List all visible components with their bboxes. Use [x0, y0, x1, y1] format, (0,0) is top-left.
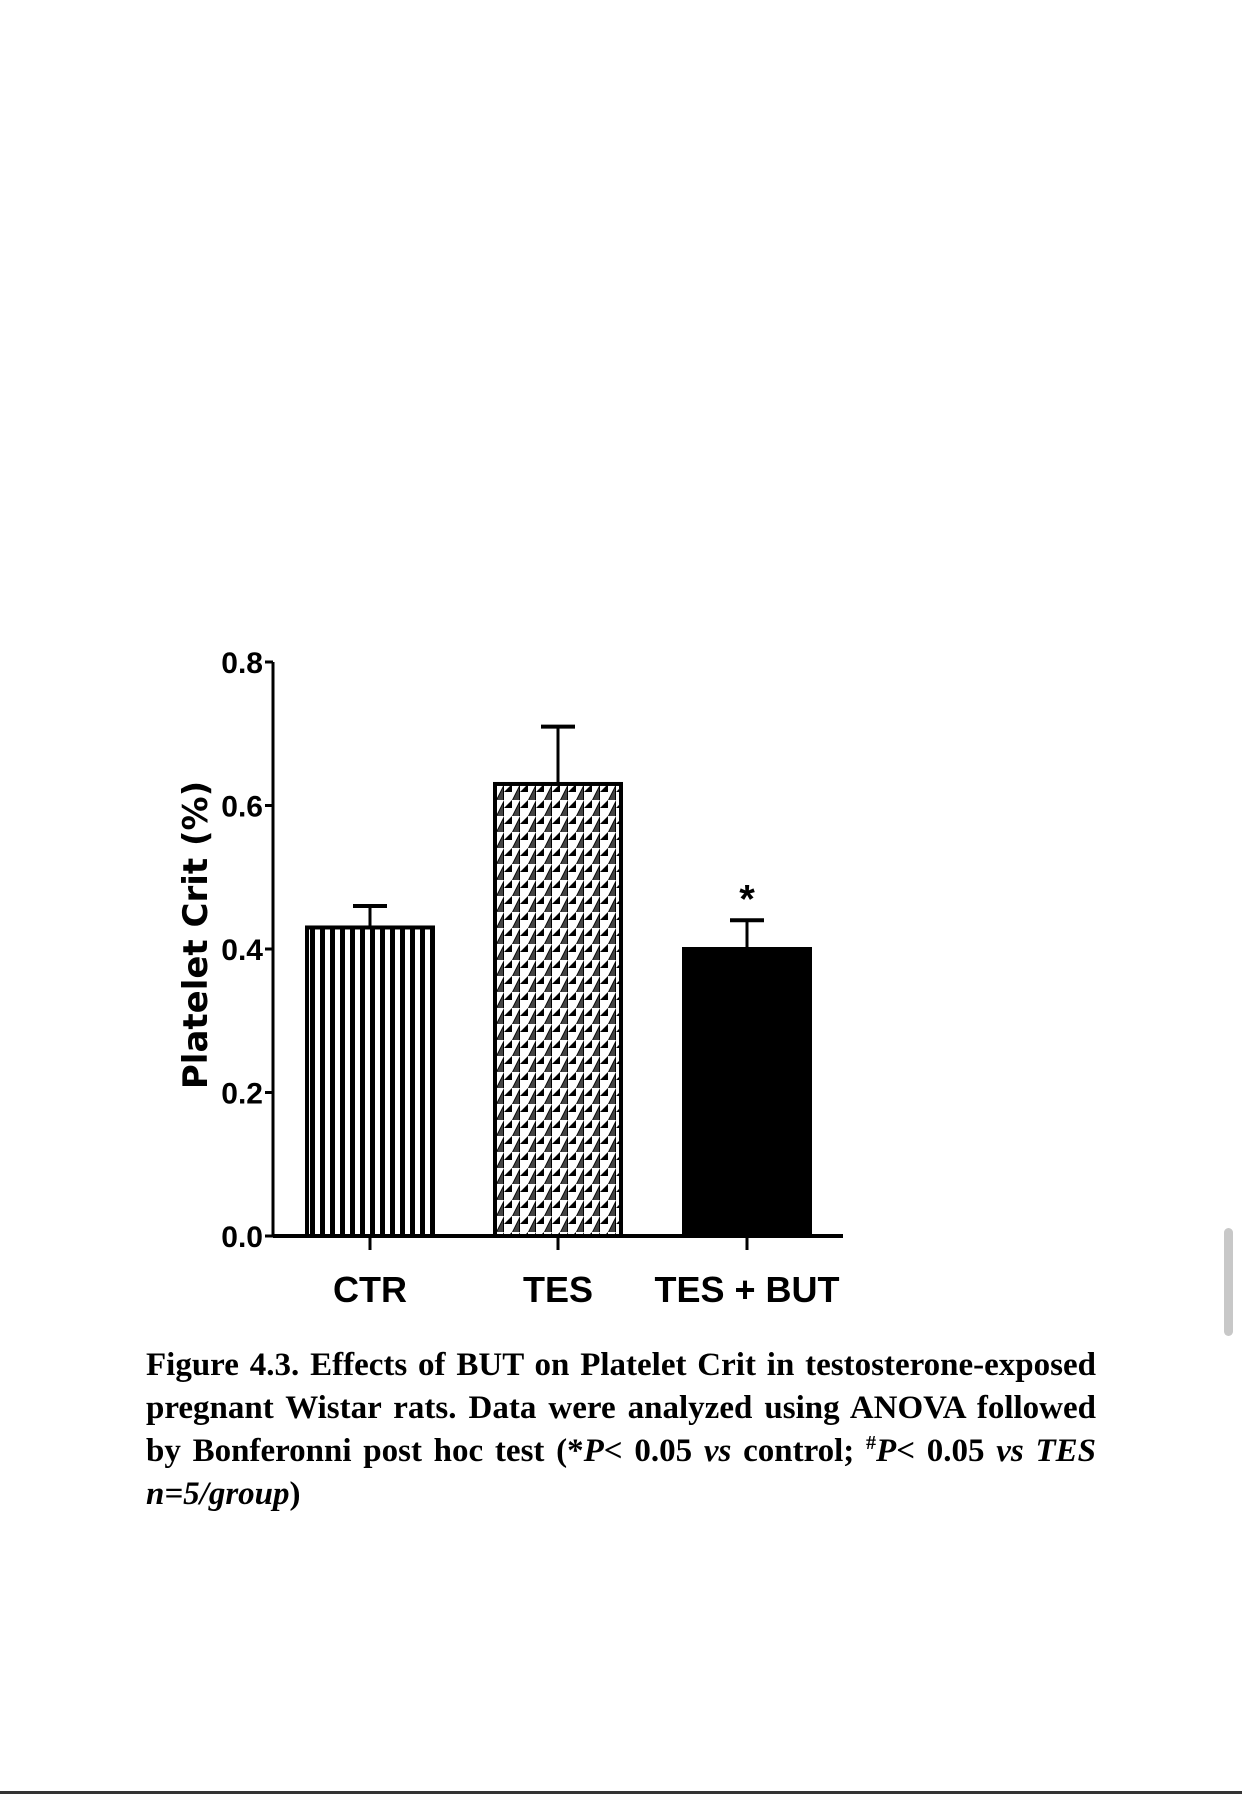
- y-axis: [221, 647, 273, 1254]
- y-tick-label: 0.0: [221, 1221, 263, 1254]
- x-tick-label: CTR: [333, 1269, 407, 1310]
- x-tick-label: TES: [522, 1269, 594, 1310]
- bar-tes-but: [684, 949, 810, 1236]
- scrollbar-thumb[interactable]: [1224, 1228, 1233, 1336]
- significance-marker: *: [739, 877, 755, 922]
- y-tick-label: 0.4: [221, 934, 263, 967]
- caption-label: Figure 4.3.: [146, 1347, 300, 1383]
- y-axis-title: Platelet Crit (%): [176, 780, 216, 1090]
- y-tick-label: 0.2: [221, 1077, 263, 1111]
- y-tick-label: 0.6: [221, 790, 263, 824]
- bars: [307, 727, 810, 1236]
- bottom-divider: [0, 1791, 1242, 1794]
- x-tick-label: TES + BUT: [654, 1269, 840, 1310]
- y-tick-label: 0.8: [221, 647, 263, 680]
- figure-caption: Figure 4.3. Effects of BUT on Platelet Crit in testosterone-exposed pregnant Wistar rats. Data were analyzed using ANOVA followed by Bonferonni post hoc test (*P< 0.05 vs control; #P< 0.05 vs TES n=5/group): [146, 1347, 1097, 1512]
- x-axis: [273, 1236, 843, 1310]
- bar-tes: [495, 784, 621, 1236]
- bar-ctr: [307, 927, 433, 1236]
